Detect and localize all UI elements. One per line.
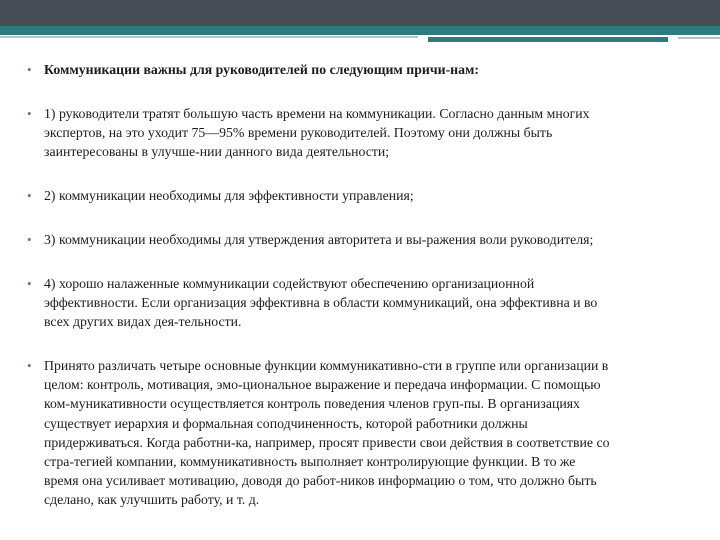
text-line: придерживаться. Когда работни-ка, например, просят привести свои действия в соответствие со [44, 434, 610, 450]
bullet-marker: • [27, 358, 32, 373]
text-line: 1) руководители тратят большую часть времени на коммуникации. Согласно данным многих [44, 106, 590, 121]
text-line: заинтересованы в улучше-нии данного вида деятельности; [44, 144, 390, 160]
text-line: целом: контроль, мотивация, эмо-циональное выражение и передача информации. С помощью [44, 377, 601, 393]
paragraph-heading [44, 60, 700, 79]
text-line: стра-тегией компании, коммуникативность выполняет контролирующие функции. В то же [44, 454, 576, 470]
text-line: ком-муникативности осуществляется контроль поведения членов груп-пы. В организациях [44, 396, 580, 412]
paragraph-point-1 [44, 104, 700, 162]
paragraph-point-4 [44, 274, 700, 332]
text-line: Коммуникации важны для руководителей по следующим причи-нам: [44, 62, 480, 77]
text-line: существует иерархия и формальная соподчиненность, которой работники должны [44, 415, 528, 431]
text-line: сделано, как улучшить работу, и т. д. [44, 492, 260, 508]
text-line: всех других видах дея-тельности. [44, 314, 242, 330]
text-line: экспертов, на это уходит 75—95% времени руководителей. Поэтому они должны быть [44, 125, 553, 141]
text-line: Принято различать четыре основные функции коммуникативно-сти в группе или организации в [44, 358, 609, 373]
text-line: 4) хорошо налаженные коммуникации содействуют обеспечению организационной [44, 276, 535, 291]
text-line: 2) коммуникации необходимы для эффективности управления; [44, 188, 414, 203]
text-line: 3) коммуникации необходимы для утверждения авторитета и вы-ражения воли руководителя; [44, 232, 594, 247]
bullet-marker: • [27, 188, 32, 203]
text-line: эффективности. Если организация эффективна в области коммуникаций, она эффективна и во [44, 295, 598, 311]
paragraph-point-3 [44, 230, 700, 249]
paragraph-point-2 [44, 186, 700, 205]
text-line: время она усиливает мотивацию, доводя до работ-ников информацию о том, что должно быть [44, 473, 597, 489]
bullet-marker: • [27, 232, 32, 247]
bullet-marker: • [27, 62, 32, 77]
bullet-marker: • [27, 106, 32, 121]
bullet-marker: • [27, 276, 32, 291]
paragraph-functions [44, 356, 700, 510]
